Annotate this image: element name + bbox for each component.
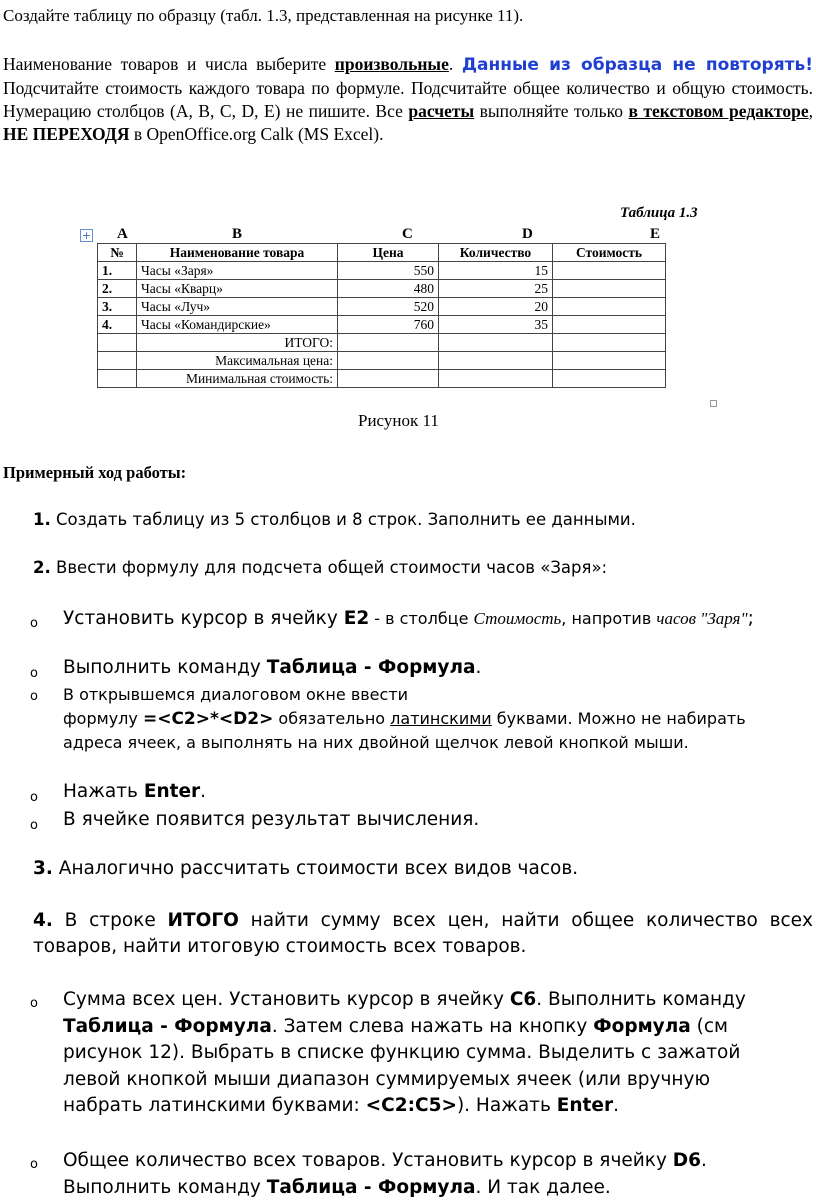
row-name: Часы «Заря» <box>137 262 338 280</box>
column-letter: A <box>117 226 128 242</box>
row-name: Часы «Кварц» <box>137 280 338 298</box>
row-number: 2. <box>98 280 137 298</box>
text: . Выполнить команду <box>536 989 746 1010</box>
summary-row <box>98 334 666 352</box>
work-heading: Примерный ход работы: <box>3 463 187 482</box>
header-cost: Стоимость <box>553 244 666 262</box>
text: . И так далее. <box>475 1176 611 1198</box>
step-text: Аналогично рассчитать стоимости всех видов часов. <box>52 858 579 879</box>
row-number: 4. <box>98 316 137 334</box>
instructions-paragraph <box>3 53 813 146</box>
text: . Затем слева нажать на кнопку <box>271 1015 594 1037</box>
header-price: Цена <box>338 244 439 262</box>
table-header-row <box>98 244 666 262</box>
row-cost[interactable] <box>553 316 666 334</box>
text: Наименование товаров и числа выберите <box>3 54 335 74</box>
column-letter: B <box>232 226 243 242</box>
column-letter: C <box>402 226 413 242</box>
bullet-icon: o <box>30 790 38 805</box>
table-caption: Таблица 1.3 <box>620 205 698 221</box>
bullet-enter-formula <box>63 683 783 755</box>
row-quantity: 35 <box>439 316 553 334</box>
row-name: Часы «Командирские» <box>137 316 338 334</box>
summary-cell[interactable] <box>439 352 553 370</box>
row-quantity: 20 <box>439 298 553 316</box>
summary-cell[interactable] <box>553 334 666 352</box>
emphasis-text-editor: в текстовом редакторе <box>628 101 809 121</box>
resize-handle-icon[interactable] <box>710 400 717 407</box>
row-price: 480 <box>338 280 439 298</box>
row-price: 520 <box>338 298 439 316</box>
step-3 <box>33 858 578 879</box>
text: . Выполнить команду <box>63 1150 707 1198</box>
header-name: Наименование товара <box>137 244 338 262</box>
summary-empty-cell <box>98 352 137 370</box>
row-cost[interactable] <box>553 280 666 298</box>
button-name: Формула <box>593 1015 691 1037</box>
summary-row <box>98 352 666 370</box>
cell-ref: D6 <box>672 1150 702 1171</box>
row-name: Часы «Луч» <box>137 298 338 316</box>
command-name: Таблица - Формула <box>266 657 476 678</box>
text: формулу <box>63 709 143 728</box>
bullet-icon: o <box>30 689 38 704</box>
header-number: № <box>98 244 137 262</box>
column-letter: E <box>650 226 661 242</box>
text: В открывшемся диалоговом окне ввести <box>63 685 409 704</box>
text: . <box>448 54 462 74</box>
text: Нажать <box>63 781 144 802</box>
text: . <box>613 1095 619 1116</box>
summary-cell[interactable] <box>553 370 666 388</box>
intro-line: Создайте таблицу по образцу (табл. 1.3, представленная на рисунке 11). <box>3 6 524 25</box>
item-name: часов "Заря" <box>656 609 748 628</box>
step-2 <box>33 558 607 577</box>
summary-cell[interactable] <box>338 370 439 388</box>
text: выполняйте только <box>474 101 629 121</box>
text: найти сумму всех цен, найти общее количество всех товаров, найти итоговую стоимость всех товаров. <box>33 910 813 957</box>
summary-label-total: ИТОГО: <box>137 334 338 352</box>
text: Установить курсор в ячейку <box>63 608 344 629</box>
column-name: Стоимость <box>473 609 562 628</box>
step-4 <box>33 908 813 960</box>
text: В строке <box>52 910 168 931</box>
text: Общее количество всех товаров. Установить курсор в ячейку <box>63 1150 673 1171</box>
row-quantity: 25 <box>439 280 553 298</box>
emphasis-calculations: расчеты <box>408 101 475 121</box>
table-row <box>98 262 666 280</box>
move-handle-icon[interactable]: + <box>81 229 92 242</box>
column-letter: D <box>522 226 533 242</box>
step-number: 2. <box>33 558 51 577</box>
step-number: 3. <box>33 858 53 879</box>
cell-ref: С6 <box>509 989 537 1010</box>
warning-do-not-repeat: Данные из образца не повторять! <box>461 55 813 75</box>
formula: =<C2>*<D2> <box>142 709 274 729</box>
step-number: 1. <box>33 510 51 529</box>
row-price: 550 <box>338 262 439 280</box>
text: Сумма всех цен. Установить курсор в ячейку <box>63 989 510 1010</box>
command-name: Таблица - Формула <box>63 1015 272 1037</box>
bullet-total-quantity <box>63 1148 803 1201</box>
text: , <box>808 101 813 121</box>
bullet-press-enter <box>63 781 808 802</box>
text: обязательно <box>273 709 391 728</box>
bullet-icon: o <box>30 818 38 833</box>
text: - в столбце <box>369 609 474 628</box>
command-name: Таблица - Формула <box>266 1176 476 1198</box>
step-text: Создать таблицу из 5 столбцов и 8 строк. Заполнить ее данными. <box>50 510 636 529</box>
summary-row <box>98 370 666 388</box>
text: , напротив <box>561 609 657 628</box>
row-quantity: 15 <box>439 262 553 280</box>
text: Подсчитайте стоимость каждого товара по формуле. Подсчитайте общее количество и общую стоимость. Нумерацию столбцов (А, В, С, D, E) не пишите. Все <box>3 78 813 121</box>
summary-cell[interactable] <box>439 334 553 352</box>
row-number: 1. <box>98 262 137 280</box>
cell-ref: Е2 <box>343 608 370 629</box>
text: в OpenOffice.org Calk (MS Excel). <box>129 124 384 144</box>
range-ref: <C2:C5> <box>365 1095 457 1116</box>
summary-cell[interactable] <box>439 370 553 388</box>
text: . <box>200 781 207 802</box>
table-figure <box>80 205 720 415</box>
step-1 <box>33 510 636 529</box>
summary-cell[interactable] <box>338 352 439 370</box>
goods-table <box>97 243 666 388</box>
emphasis-not-switching: НЕ ПЕРЕХОДЯ <box>3 124 130 144</box>
text: В ячейке появится результат вычисления. <box>63 809 480 830</box>
step-text: Ввести формулу для подсчета общей стоимости часов «Заря»: <box>50 558 608 577</box>
row-name: ИТОГО <box>167 910 239 931</box>
text: ). Нажать <box>456 1095 557 1116</box>
summary-empty-cell <box>98 334 137 352</box>
bullet-run-command <box>63 657 808 678</box>
bullet-icon: o <box>30 996 38 1011</box>
bullet-sum-prices <box>63 987 753 1120</box>
text: буквами. Можно не набирать адреса ячеек, а выполнять на них двойной щелчок левой кнопкой мыши. <box>63 709 746 752</box>
figure-label: Рисунок 11 <box>358 411 439 430</box>
summary-label-min-cost: Минимальная стоимость: <box>137 370 338 388</box>
bullet-set-cursor <box>63 607 808 631</box>
summary-empty-cell <box>98 370 137 388</box>
table-row <box>98 298 666 316</box>
step-number: 4. <box>33 910 53 931</box>
bullet-result <box>63 809 808 830</box>
table-row <box>98 280 666 298</box>
summary-cell[interactable] <box>553 352 666 370</box>
row-number: 3. <box>98 298 137 316</box>
text: (см рисунок 12). Выбрать в списке функцию сумма. Выделить с зажатой левой кнопкой мыши диапазон суммируемых ячеек (или вручную набрать латинскими буквами: <box>63 1015 741 1116</box>
row-cost[interactable] <box>553 262 666 280</box>
bullet-icon: o <box>30 666 38 681</box>
header-quantity: Количество <box>439 244 553 262</box>
emphasis-arbitrary: произвольные <box>334 54 449 74</box>
summary-label-max-price: Максимальная цена: <box>137 352 338 370</box>
text: . <box>475 657 482 678</box>
row-price: 760 <box>338 316 439 334</box>
key-name: Enter <box>556 1095 614 1116</box>
row-cost[interactable] <box>553 298 666 316</box>
bullet-icon: o <box>30 1157 38 1172</box>
text: Выполнить команду <box>63 657 267 678</box>
emphasis-latin: латинскими <box>390 709 492 728</box>
summary-cell[interactable] <box>338 334 439 352</box>
key-name: Enter <box>143 781 201 802</box>
table-row <box>98 316 666 334</box>
bullet-icon: o <box>30 616 38 631</box>
text: ; <box>747 608 754 629</box>
